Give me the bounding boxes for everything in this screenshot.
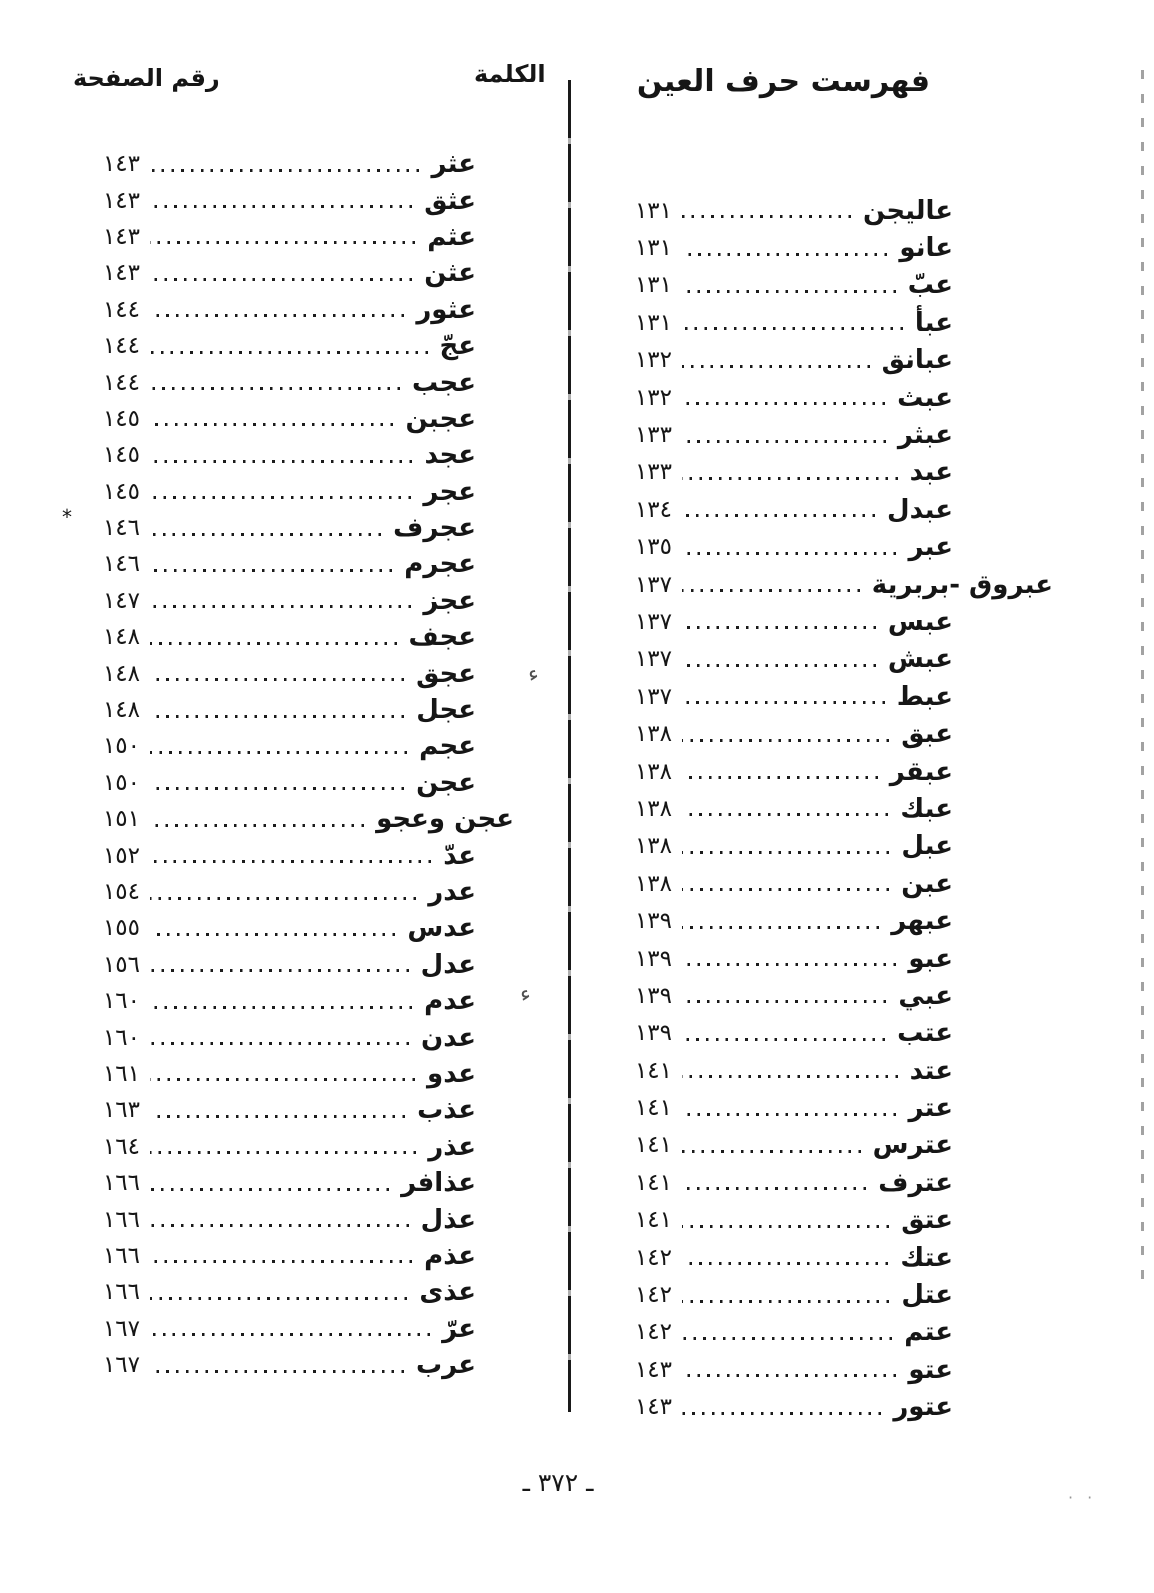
dotted-leader <box>150 933 395 936</box>
entry-word: عبل <box>901 831 953 862</box>
entry-word: عجرم <box>404 549 476 580</box>
column-divider-line <box>568 80 571 1412</box>
entry-page-number: ١٤١ <box>634 1095 672 1122</box>
index-row <box>68 583 476 619</box>
entry-word: عتب <box>897 1018 953 1049</box>
dotted-leader <box>150 533 381 536</box>
entry-word: عجز <box>423 585 476 616</box>
dotted-leader <box>150 642 397 645</box>
entry-word: عجرف <box>393 513 476 544</box>
entry-page-number: ١٣٧ <box>634 646 672 673</box>
page-number-column-header: رقم الصفحة <box>73 64 220 92</box>
entry-page-number: ١٦٧ <box>102 1315 140 1342</box>
dotted-leader <box>150 351 428 354</box>
entry-page-number: ١٣٩ <box>634 1020 672 1047</box>
entry-page-number: ١٦٦ <box>102 1206 140 1233</box>
entry-page-number: ١٣٨ <box>634 870 672 897</box>
entry-page-number: ١٣٣ <box>634 459 672 486</box>
dotted-leader <box>150 241 415 244</box>
entry-page-number: ١٤١ <box>634 1169 672 1196</box>
index-row <box>600 715 953 752</box>
entry-page-number: ١٤٢ <box>634 1244 672 1271</box>
entry-word: عذافر <box>401 1168 476 1199</box>
entry-page-number: ١٤٢ <box>634 1319 672 1346</box>
dotted-leader <box>682 1300 889 1303</box>
entry-word: عثن <box>424 258 476 289</box>
dotted-leader <box>682 1150 861 1153</box>
dotted-leader <box>682 926 879 929</box>
dotted-leader <box>682 402 885 405</box>
index-row <box>68 1056 476 1092</box>
index-row <box>68 255 476 291</box>
entry-page-number: ١٣٨ <box>634 795 672 822</box>
dotted-leader <box>150 1042 409 1045</box>
entry-page-number: ١٤٤ <box>102 296 140 323</box>
index-column-left <box>62 146 514 1383</box>
entry-word: عانو <box>899 233 953 264</box>
asterisk-mark: * <box>62 505 72 530</box>
entry-word: عجف <box>408 622 476 653</box>
entry-word: عجبن <box>405 403 476 434</box>
entry-page-number: ١٣٧ <box>634 683 672 710</box>
dotted-leader <box>682 1337 892 1340</box>
entry-page-number: ١٦٠ <box>102 1024 140 1051</box>
dotted-leader <box>682 1187 866 1190</box>
index-row <box>68 219 476 255</box>
index-row <box>600 416 953 453</box>
index-row <box>68 1347 476 1383</box>
dotted-leader <box>150 423 393 426</box>
entry-word: عتد <box>909 1055 953 1086</box>
entry-page-number: ١٤٦ <box>102 551 140 578</box>
entry-page-number: ١٤١ <box>634 1132 672 1159</box>
entry-word: عتور <box>893 1392 953 1423</box>
index-row <box>68 1092 476 1128</box>
entry-page-number: ١٣٢ <box>634 347 672 374</box>
index-row <box>600 678 953 715</box>
entry-page-number: ١٥٦ <box>102 951 140 978</box>
index-row <box>68 801 514 837</box>
dotted-leader <box>682 626 876 629</box>
entry-page-number: ١٥٢ <box>102 842 140 869</box>
entry-page-number: ١٣١ <box>634 272 672 299</box>
index-row <box>68 983 476 1019</box>
entry-word: عتر <box>908 1093 953 1124</box>
index-row <box>600 753 953 790</box>
entry-page-number: ١٣٤ <box>634 496 672 523</box>
dotted-leader <box>150 460 412 463</box>
entry-word: عبو <box>908 943 953 974</box>
entry-page-number: ١٦٦ <box>102 1242 140 1269</box>
entry-word: عجم <box>419 731 476 762</box>
entry-page-number: ١٤٣ <box>634 1356 672 1383</box>
dotted-leader <box>682 1038 885 1041</box>
entry-word: عرب <box>415 1350 476 1381</box>
dotted-leader <box>150 314 404 317</box>
entry-page-number: ١٤٥ <box>102 442 140 469</box>
entry-page-number: ١٤٤ <box>102 369 140 396</box>
dotted-leader <box>682 888 889 891</box>
entry-word: عبش <box>887 644 953 675</box>
entry-word: عبس <box>887 606 953 637</box>
index-row <box>600 1276 953 1313</box>
entry-word: عبدل <box>887 494 953 525</box>
dotted-leader <box>682 776 878 779</box>
dotted-leader <box>682 290 896 293</box>
entry-word: عبّ <box>907 270 953 301</box>
dotted-leader <box>682 365 870 368</box>
dotted-leader <box>150 205 412 208</box>
entry-page-number: ١٥١ <box>102 806 140 833</box>
page-title: فهرست حرف العين <box>636 64 930 99</box>
entry-word: عبروق -بربرية <box>871 569 1053 600</box>
index-row <box>68 692 476 728</box>
entry-page-number: ١٣١ <box>634 309 672 336</box>
index-row <box>68 474 476 510</box>
entry-word: عرّ <box>442 1313 476 1344</box>
index-row <box>600 1389 953 1426</box>
dotted-leader <box>150 1078 415 1081</box>
entry-word: عثور <box>416 294 476 325</box>
entry-page-number: ١٤٤ <box>102 333 140 360</box>
dotted-leader <box>682 589 860 592</box>
dotted-leader <box>150 751 407 754</box>
dotted-leader <box>150 387 400 390</box>
index-row <box>600 529 953 566</box>
index-row <box>68 619 476 655</box>
dotted-leader <box>150 678 404 681</box>
entry-word: عثر <box>431 149 476 180</box>
index-row <box>600 1089 953 1126</box>
index-row <box>68 401 476 437</box>
entry-word: عثم <box>427 221 476 252</box>
dotted-leader <box>682 1000 886 1003</box>
entry-word: عدر <box>428 877 476 907</box>
entry-page-number: ١٤٦ * <box>62 505 140 542</box>
entry-word: عبانق <box>881 345 953 376</box>
index-row <box>600 603 953 640</box>
index-row <box>68 837 476 873</box>
dotted-leader <box>682 1075 898 1078</box>
dotted-leader <box>682 963 896 966</box>
entry-word: عجل <box>416 695 476 726</box>
entry-word: عبهر <box>891 906 953 937</box>
dotted-leader <box>682 664 876 667</box>
index-row <box>600 1202 953 1239</box>
entry-word: عبك <box>900 793 953 824</box>
entry-word: عدو <box>427 1058 476 1089</box>
entry-page-number: ١٤٥ <box>102 478 140 505</box>
dotted-leader <box>150 860 431 863</box>
entry-page-number: ١٤٣ <box>102 223 140 250</box>
entry-page-number: ١٥٠ <box>102 733 140 760</box>
entry-page-number: ١٦٣ <box>102 1097 140 1124</box>
index-row <box>600 1351 953 1388</box>
entry-page-number: ١٣٥ <box>634 534 672 561</box>
dotted-leader <box>150 278 412 281</box>
entry-page-number: ١٣٩ <box>634 945 672 972</box>
footer-page-number: ـ ٣٧٢ ـ <box>522 1468 594 1497</box>
index-row <box>600 865 953 902</box>
entry-word: عتق <box>901 1205 953 1236</box>
word-column-header: الكلمة <box>474 60 546 88</box>
dotted-leader <box>150 715 404 718</box>
index-row <box>68 146 476 182</box>
dotted-leader <box>682 739 889 742</box>
dotted-leader <box>150 1297 407 1300</box>
dotted-leader <box>682 253 887 256</box>
index-row <box>600 1239 953 1276</box>
index-row <box>600 1164 953 1201</box>
index-row <box>68 1311 476 1347</box>
pencil-squiggle-mark: ء <box>525 661 541 688</box>
entry-page-number: ١٤١ <box>634 1057 672 1084</box>
dotted-leader <box>150 569 392 572</box>
entry-page-number: ١٦٦ <box>102 1279 140 1306</box>
entry-word: عبق <box>901 719 953 750</box>
index-row <box>68 437 476 473</box>
dotted-leader <box>682 1225 889 1228</box>
index-row <box>600 1052 953 1089</box>
dotted-leader <box>150 1006 412 1009</box>
entry-page-number: ١٦٠ <box>102 988 140 1015</box>
entry-word: عبث <box>897 382 953 413</box>
dotted-leader <box>682 552 896 555</box>
entry-page-number: ١٣٧ <box>634 571 672 598</box>
dotted-leader <box>682 851 889 854</box>
entry-word: عذر <box>428 1131 476 1162</box>
index-row <box>600 267 953 304</box>
index-row <box>68 1238 476 1274</box>
entry-page-number: ١٦٦ <box>102 1170 140 1197</box>
index-row <box>600 454 953 491</box>
index-row <box>68 1201 476 1237</box>
index-row <box>600 1127 953 1164</box>
scan-edge-artifact <box>1141 70 1144 1280</box>
dotted-leader <box>150 1115 405 1118</box>
entry-word: عجر <box>423 476 476 507</box>
index-row <box>68 728 476 764</box>
entry-word: عبثر <box>897 420 953 451</box>
dotted-leader <box>150 1151 416 1154</box>
entry-word: عدس <box>407 913 476 944</box>
dotted-leader <box>150 1370 404 1373</box>
entry-word: عذى <box>419 1277 476 1308</box>
entry-page-number: ١٤٨ <box>102 697 140 724</box>
entry-word: عتو <box>908 1354 953 1385</box>
entry-word: عبر <box>908 532 953 563</box>
dotted-leader <box>682 813 888 816</box>
scan-speck-marks: ·· <box>1068 1488 1107 1507</box>
dotted-leader <box>682 701 885 704</box>
dotted-leader <box>682 1113 896 1116</box>
dotted-leader <box>150 1333 430 1336</box>
dotted-leader <box>150 897 416 900</box>
entry-page-number: ١٤٥ <box>102 405 140 432</box>
dotted-leader <box>682 327 903 330</box>
entry-word: عجّ <box>439 331 476 362</box>
index-row <box>600 566 1053 603</box>
index-row <box>68 947 476 983</box>
entry-word: عتم <box>904 1317 953 1348</box>
index-row <box>68 364 476 400</box>
entry-word: عترس <box>872 1130 953 1161</box>
entry-page-number: ١٤٣ <box>634 1394 672 1421</box>
entry-page-number: ١٣٨ <box>634 833 672 860</box>
pencil-squiggle-mark: ء <box>517 981 533 1008</box>
index-row <box>600 828 953 865</box>
entry-page-number: ١٦١ <box>102 1060 140 1087</box>
dotted-leader <box>682 1374 896 1377</box>
entry-word: عبن <box>901 868 953 899</box>
entry-page-number: ١٤٧ <box>102 587 140 614</box>
dotted-leader <box>682 514 875 517</box>
dotted-leader <box>682 1412 881 1415</box>
entry-page-number: ١٣٣ <box>634 422 672 449</box>
index-row <box>600 790 953 827</box>
entry-word: عدل <box>420 949 476 980</box>
entry-page-number: ١٣٩ <box>634 908 672 935</box>
dotted-leader <box>150 1260 412 1263</box>
entry-word: عاليجن <box>862 195 953 226</box>
dotted-leader <box>150 1188 389 1191</box>
entry-word: عبأ <box>914 307 953 338</box>
entry-page-number: ١٣٩ <box>634 982 672 1009</box>
entry-word: عجب <box>411 367 476 398</box>
index-row <box>68 1274 476 1310</box>
index-row <box>600 1015 953 1052</box>
dotted-leader <box>150 605 411 608</box>
index-row <box>600 940 953 977</box>
index-row <box>600 379 953 416</box>
entry-word: عجن <box>416 767 476 798</box>
entry-word: عبط <box>896 681 953 712</box>
entry-page-number: ١٤٢ <box>634 1282 672 1309</box>
entry-page-number: ١٣١ <box>634 197 672 224</box>
index-row <box>62 505 476 546</box>
dotted-leader <box>150 496 411 499</box>
dotted-leader <box>150 787 404 790</box>
entry-word: عترف <box>878 1167 953 1198</box>
index-row <box>68 765 476 801</box>
entry-word: عذل <box>420 1204 476 1235</box>
entry-word: عبقر <box>889 756 953 787</box>
index-column-right <box>600 192 1053 1426</box>
index-row <box>68 328 476 364</box>
entry-word: عبي <box>898 980 953 1011</box>
index-row <box>68 1019 476 1055</box>
entry-page-number: ١٤٨ <box>102 660 140 687</box>
entry-page-number: ١٣٨ <box>634 758 672 785</box>
entry-page-number: ١٣٨ <box>634 721 672 748</box>
entry-word: عثق <box>424 185 476 216</box>
dotted-leader <box>682 440 886 443</box>
index-row <box>600 977 953 1014</box>
dotted-leader <box>150 169 419 172</box>
entry-page-number: ١٤٣ <box>102 260 140 287</box>
entry-page-number: ١٤٣ <box>102 187 140 214</box>
index-row <box>600 304 953 341</box>
entry-word: عدن <box>421 1022 476 1053</box>
entry-page-number: ١٥٤ <box>102 879 140 905</box>
dotted-leader <box>682 1262 888 1265</box>
entry-word: عذب <box>417 1095 476 1126</box>
dotted-leader <box>682 477 898 480</box>
index-row <box>600 641 953 678</box>
dotted-leader <box>150 824 364 827</box>
entry-page-number: ١٣٢ <box>634 384 672 411</box>
entry-page-number: ١٣٧ <box>634 608 672 635</box>
entry-page-number: ١٦٧ <box>102 1352 140 1379</box>
entry-page-number: ١٤٨ <box>102 624 140 651</box>
entry-word: عجق <box>416 658 476 689</box>
entry-word: عجن وعجو <box>376 804 514 835</box>
index-row <box>68 292 476 328</box>
dotted-leader <box>682 215 851 218</box>
entry-word: عتل <box>901 1280 953 1311</box>
index-row <box>68 182 476 218</box>
index-row <box>68 874 476 910</box>
entry-word: عجد <box>424 440 476 471</box>
index-row <box>68 655 476 691</box>
index-row <box>68 1129 476 1165</box>
entry-page-number: ١٥٥ <box>102 915 140 942</box>
entry-page-number: ١٤٣ <box>102 151 140 178</box>
entry-word: عبد <box>909 457 953 488</box>
index-row <box>600 902 953 939</box>
index-row <box>68 910 476 946</box>
entry-word: عتك <box>900 1242 953 1273</box>
index-row <box>600 229 953 266</box>
dotted-leader <box>150 969 409 972</box>
index-row <box>600 192 953 229</box>
index-row <box>600 1314 953 1351</box>
entry-page-number: ١٥٠ <box>102 769 140 796</box>
entry-page-number: ١٦٤ <box>102 1133 140 1160</box>
index-row <box>68 1165 476 1201</box>
index-row <box>68 546 476 582</box>
entry-word: عذم <box>424 1240 476 1271</box>
entry-page-number: ١٤١ <box>634 1207 672 1234</box>
entry-word: عدم <box>424 986 476 1017</box>
index-row <box>600 491 953 528</box>
entry-word: عدّ <box>443 840 476 871</box>
entry-page-number: ١٣١ <box>634 235 672 262</box>
index-row <box>600 342 953 379</box>
dotted-leader <box>150 1224 409 1227</box>
